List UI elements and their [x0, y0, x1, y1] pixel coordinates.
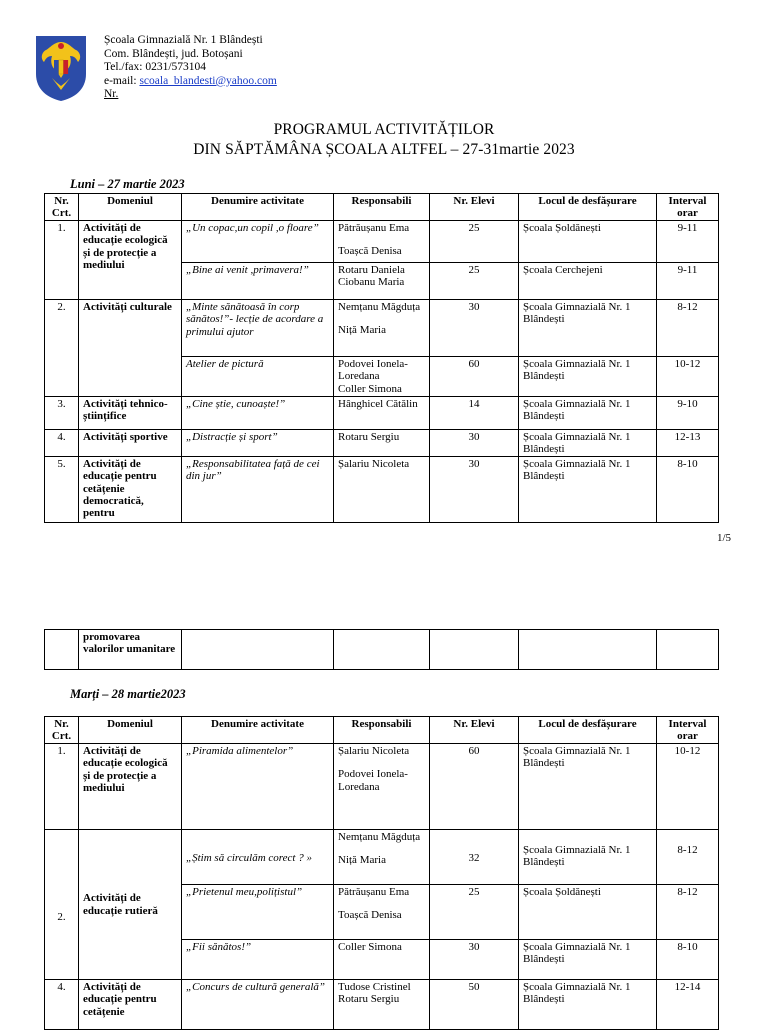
col-activity: Denumire activitate [182, 717, 334, 744]
interval-cell: 8-12 [657, 829, 719, 884]
activity-cell: „Bine ai venit ,primavera!” [182, 263, 334, 300]
responsible-cell: Rotaru Sergiu [334, 430, 430, 457]
document-title: PROGRAMUL ACTIVITĂȚILOR [273, 121, 495, 138]
place-cell: Școala Șoldănești [519, 221, 657, 263]
domain-cell: promovarea valorilor umanitare [79, 630, 182, 670]
domain-cell: Activități tehnico-științifice [79, 397, 182, 430]
col-students: Nr. Elevi [430, 717, 519, 744]
row-number: 4. [45, 430, 79, 457]
students-cell: 30 [430, 456, 519, 522]
responsible-cell: Coller Simona [334, 939, 430, 979]
students-cell: 25 [430, 884, 519, 939]
day-heading-tuesday: Marți – 28 martie2023 [70, 687, 186, 701]
table-row [45, 630, 719, 670]
interval-cell: 12-13 [657, 430, 719, 457]
interval-cell: 8-10 [657, 939, 719, 979]
responsible-cell: Podovei Ionela-Loredana Coller Simona [334, 357, 430, 397]
col-interval: Interval orar [657, 194, 719, 221]
students-cell: 25 [430, 221, 519, 263]
interval-cell: 8-12 [657, 884, 719, 939]
row-number: 5. [45, 456, 79, 522]
students-cell: 30 [430, 939, 519, 979]
domain-cell: Activități de educație pentru cetățenie democratică, pentru [79, 456, 182, 522]
interval-cell: 9-11 [657, 263, 719, 300]
table-row [45, 743, 719, 829]
interval-cell: 10-12 [657, 357, 719, 397]
col-nr: Nr. Crt. [45, 717, 79, 744]
place-cell: Școala Gimnazială Nr. 1 Blândești [519, 300, 657, 357]
activity-cell: „Prietenul meu,polițistul” [182, 884, 334, 939]
table-row [45, 456, 719, 522]
col-interval: Interval orar [657, 717, 719, 744]
table-row [45, 300, 719, 357]
activity-cell: „Minte sănătoasă în corp sănătos!”- lecție de acordare a primului ajutor [182, 300, 334, 357]
place-cell: Școala Gimnazială Nr. 1 Blândești [519, 979, 657, 1029]
students-cell: 32 [430, 829, 519, 884]
responsible-cell: Hânghicel Cătălin [334, 397, 430, 430]
responsible-cell: Nemțanu Măgduța Niță Maria [334, 829, 430, 884]
students-cell: 30 [430, 430, 519, 457]
school-email-line [104, 75, 277, 89]
row-number: 3. [45, 397, 79, 430]
col-activity: Denumire activitate [182, 194, 334, 221]
responsible-cell: Nemțanu Măgduța Niță Maria [334, 300, 430, 357]
students-cell: 30 [430, 300, 519, 357]
students-cell: 14 [430, 397, 519, 430]
table-row [45, 221, 719, 263]
day-heading-monday: Luni – 27 martie 2023 [70, 177, 185, 191]
activity-cell: „Piramida alimentelor” [182, 743, 334, 829]
table-row [45, 829, 719, 884]
responsible-cell: Șalariu Nicoleta [334, 456, 430, 522]
activity-cell: „Știm să circulăm corect ? » [182, 829, 334, 884]
place-cell: Școala Cerchejeni [519, 263, 657, 300]
responsible-cell: Pătrăușanu Ema Toașcă Denisa [334, 221, 430, 263]
interval-cell: 9-11 [657, 221, 719, 263]
activity-cell: „Fii sănătos!” [182, 939, 334, 979]
activity-cell: „Un copac,un copil ,o floare” [182, 221, 334, 263]
students-cell: 60 [430, 743, 519, 829]
place-cell: Școala Gimnazială Nr. 1 Blândești [519, 397, 657, 430]
domain-cell: Activități de educație pentru cetățenie [79, 979, 182, 1029]
interval-cell: 12-14 [657, 979, 719, 1029]
registration-number: Nr. [104, 88, 119, 101]
coat-of-arms-logo [34, 34, 88, 102]
col-domain: Domeniul [79, 194, 182, 221]
activity-cell: Atelier de pictură [182, 357, 334, 397]
schedule-table-monday [44, 193, 719, 523]
students-cell: 60 [430, 357, 519, 397]
activity-cell: „Cine știe, cunoaște!” [182, 397, 334, 430]
email-label: e-mail: [104, 74, 137, 87]
continuation-table [44, 629, 719, 670]
col-domain: Domeniul [79, 717, 182, 744]
activity-cell: „Responsabilitatea față de cei din jur” [182, 456, 334, 522]
place-cell: Școala Gimnazială Nr. 1 Blândești [519, 357, 657, 397]
domain-cell: Activități de educație ecologică și de protecție a mediului [79, 221, 182, 300]
col-place: Locul de desfășurare [519, 717, 657, 744]
email-link[interactable]: scoala_blandesti@yahoo.com [139, 74, 277, 87]
table-header-row [45, 717, 719, 744]
place-cell: Școala Gimnazială Nr. 1 Blândești [519, 430, 657, 457]
responsible-cell: Pătrăușanu Ema Toașcă Denisa [334, 884, 430, 939]
schedule-table-tuesday [44, 716, 719, 1030]
school-header [104, 34, 277, 102]
activity-cell: „Distracție și sport” [182, 430, 334, 457]
row-number: 1. [45, 221, 79, 300]
table-header-row [45, 194, 719, 221]
students-cell: 50 [430, 979, 519, 1029]
place-cell: Școala Gimnazială Nr. 1 Blândești [519, 829, 657, 884]
row-number: 1. [45, 743, 79, 829]
col-place: Locul de desfășurare [519, 194, 657, 221]
col-responsible: Responsabili [334, 717, 430, 744]
responsible-cell: Rotaru Daniela Ciobanu Maria [334, 263, 430, 300]
table-row [45, 397, 719, 430]
interval-cell: 8-10 [657, 456, 719, 522]
place-cell: Școala Gimnazială Nr. 1 Blândești [519, 456, 657, 522]
domain-cell: Activități de educație ecologică și de protecție a mediului [79, 743, 182, 829]
interval-cell: 9-10 [657, 397, 719, 430]
school-address: Com. Blândești, jud. Botoșani [104, 47, 243, 60]
activity-cell: „Concurs de cultură generală” [182, 979, 334, 1029]
page-number: 1/5 [717, 532, 732, 544]
school-phone: Tel./fax: 0231/573104 [104, 61, 207, 74]
responsible-cell: Șalariu Nicoleta Podovei Ionela-Loredana [334, 743, 430, 829]
col-nr: Nr. Crt. [45, 194, 79, 221]
interval-cell: 10-12 [657, 743, 719, 829]
row-number: 2. [45, 300, 79, 397]
col-students: Nr. Elevi [430, 194, 519, 221]
responsible-cell: Tudose Cristinel Rotaru Sergiu [334, 979, 430, 1029]
place-cell: Școala Gimnazială Nr. 1 Blândești [519, 743, 657, 829]
place-cell: Școala Gimnazială Nr. 1 Blândești [519, 939, 657, 979]
place-cell: Școala Șoldănești [519, 884, 657, 939]
row-number: 4. [45, 979, 79, 1029]
table-row [45, 430, 719, 457]
students-cell: 25 [430, 263, 519, 300]
domain-cell: Activități culturale [79, 300, 182, 397]
interval-cell: 8-12 [657, 300, 719, 357]
row-number: 2. [45, 829, 79, 979]
domain-cell: Activități de educație rutieră [79, 829, 182, 979]
table-row [45, 979, 719, 1029]
col-responsible: Responsabili [334, 194, 430, 221]
document-subtitle: DIN SĂPTĂMÂNA ȘCOALA ALTFEL – 27-31martie 2023 [193, 141, 575, 158]
school-name: Școala Gimnazială Nr. 1 Blândești [104, 34, 263, 46]
domain-cell: Activități sportive [79, 430, 182, 457]
